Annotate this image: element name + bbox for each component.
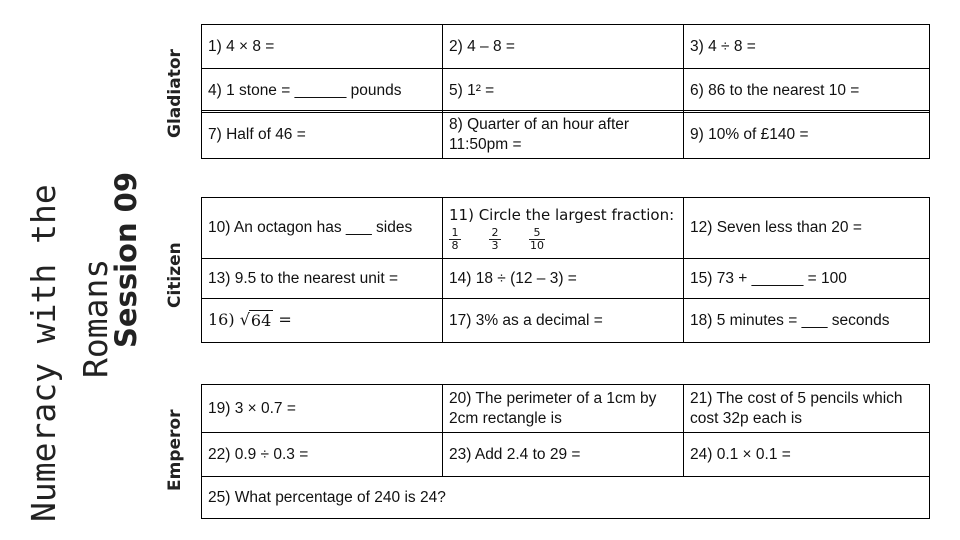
citizen-table	[201, 197, 930, 343]
question-24: 24) 0.1 × 0.1 =	[684, 433, 930, 477]
fraction-option	[529, 225, 545, 252]
emperor-table	[201, 384, 930, 519]
section-label-emperor: Emperor	[165, 409, 185, 491]
question-21: 21) The cost of 5 pencils which cost 32p each is	[684, 385, 930, 433]
fraction-denominator: 8	[451, 238, 459, 252]
question-16-radicand: 64	[250, 311, 272, 330]
question-19: 19) 3 × 0.7 =	[202, 385, 443, 433]
sqrt-icon: √	[239, 310, 250, 329]
question-7: 7) Half of 46 =	[202, 111, 443, 159]
fraction-options	[449, 225, 677, 252]
question-11	[443, 198, 684, 259]
section-label-gladiator: Gladiator	[165, 49, 185, 138]
question-15: 15) 73 + ______ = 100	[684, 259, 930, 299]
question-9: 9) 10% of £140 =	[684, 111, 930, 159]
question-18: 18) 5 minutes = ___ seconds	[684, 299, 930, 343]
question-25: 25) What percentage of 240 is 24?	[202, 477, 930, 519]
fraction-numerator: 1	[451, 225, 459, 239]
question-10: 10) An octagon has ___ sides	[202, 198, 443, 259]
question-3: 3) 4 ÷ 8 =	[684, 25, 930, 69]
fraction-denominator: 10	[530, 238, 544, 252]
question-4: 4) 1 stone = ______ pounds	[202, 69, 443, 113]
question-12: 12) Seven less than 20 =	[684, 198, 930, 259]
question-20: 20) The perimeter of a 1cm by 2cm rectangle is	[443, 385, 684, 433]
question-22: 22) 0.9 ÷ 0.3 =	[202, 433, 443, 477]
question-11-title: 11) Circle the largest fraction:	[449, 205, 675, 224]
question-16	[202, 299, 443, 343]
section-label-citizen: Citizen	[165, 242, 185, 308]
session-label: Session 09	[109, 171, 143, 348]
question-1: 1) 4 × 8 =	[202, 25, 443, 69]
question-2: 2) 4 – 8 =	[443, 25, 684, 69]
title-line-2: Romans	[76, 258, 115, 378]
question-14: 14) 18 ÷ (12 – 3) =	[443, 259, 684, 299]
question-6: 6) 86 to the nearest 10 =	[684, 69, 930, 113]
question-5: 5) 1² =	[443, 69, 684, 113]
question-13: 13) 9.5 to the nearest unit =	[202, 259, 443, 299]
question-17: 17) 3% as a decimal =	[443, 299, 684, 343]
gladiator-table-row-3	[201, 110, 930, 159]
gladiator-table	[201, 24, 930, 113]
fraction-option	[449, 225, 461, 252]
fraction-numerator: 5	[533, 225, 541, 239]
fraction-denominator: 3	[491, 238, 499, 252]
question-8: 8) Quarter of an hour after 11:50pm =	[443, 111, 684, 159]
fraction-option	[489, 225, 501, 252]
question-16-suffix: =	[278, 310, 292, 329]
title-line-1: Numeracy with the	[24, 184, 63, 522]
question-16-prefix: 16)	[208, 310, 235, 329]
question-23: 23) Add 2.4 to 29 =	[443, 433, 684, 477]
fraction-numerator: 2	[491, 225, 499, 239]
